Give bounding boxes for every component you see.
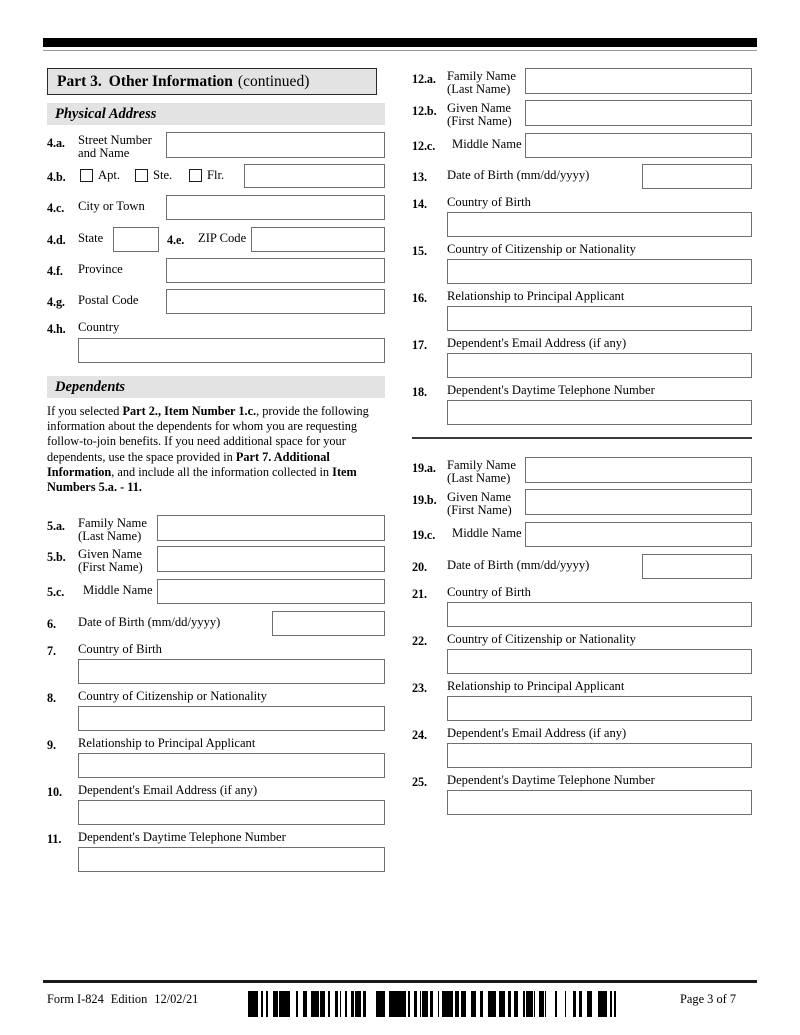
input-dep2-country-of-birth[interactable] bbox=[447, 212, 752, 237]
field-label-4d: State bbox=[78, 231, 104, 245]
dependents-instructions bbox=[47, 404, 387, 495]
input-dep1-family-name[interactable] bbox=[157, 515, 385, 541]
bottom-rule bbox=[43, 980, 757, 983]
field-number-7: 7. bbox=[47, 644, 56, 658]
field-label-19c: Middle Name bbox=[452, 526, 522, 540]
field-label-10: Dependent's Email Address (if any) bbox=[78, 783, 258, 797]
checkbox-flr[interactable] bbox=[189, 169, 202, 182]
instr-p3: , and include all the information collected in bbox=[111, 464, 333, 479]
field-label-4c: City or Town bbox=[78, 199, 145, 213]
input-dep1-given-name[interactable] bbox=[157, 546, 385, 572]
part-number: Part 3. bbox=[57, 72, 102, 90]
input-dep2-given-name[interactable] bbox=[525, 100, 752, 126]
top-rule bbox=[43, 38, 757, 47]
field-number-15: 15. bbox=[412, 244, 427, 258]
input-state[interactable] bbox=[113, 227, 159, 252]
field-label-12c: Middle Name bbox=[452, 137, 522, 151]
field-label-21: Country of Birth bbox=[447, 585, 531, 599]
field-label-4e: ZIP Code bbox=[198, 231, 247, 245]
field-number-4e: 4.e. bbox=[167, 233, 185, 247]
input-dep3-relationship[interactable] bbox=[447, 696, 752, 721]
input-dep3-email[interactable] bbox=[447, 743, 752, 768]
field-label-4f: Province bbox=[78, 262, 123, 276]
checkbox-label-ste: Ste. bbox=[153, 168, 173, 182]
input-country[interactable] bbox=[78, 338, 385, 363]
input-dep3-date-of-birth[interactable] bbox=[642, 554, 752, 579]
input-dep2-family-name[interactable] bbox=[525, 68, 752, 94]
input-dep1-country-of-birth[interactable] bbox=[78, 659, 385, 684]
input-dep1-relationship[interactable] bbox=[78, 753, 385, 778]
field-label-8: Country of Citizenship or Nationality bbox=[78, 689, 267, 703]
input-dep1-phone[interactable] bbox=[78, 847, 385, 872]
field-number-16: 16. bbox=[412, 291, 427, 305]
field-label-19b: Given Name (First Name) bbox=[447, 490, 512, 517]
checkbox-ste[interactable] bbox=[135, 169, 148, 182]
field-number-11: 11. bbox=[47, 832, 62, 846]
input-dep3-citizenship[interactable] bbox=[447, 649, 752, 674]
input-dep3-phone[interactable] bbox=[447, 790, 752, 815]
input-dep2-citizenship[interactable] bbox=[447, 259, 752, 284]
checkbox-label-apt: Apt. bbox=[98, 168, 121, 182]
field-label-17: Dependent's Email Address (if any) bbox=[447, 336, 627, 350]
field-label-20: Date of Birth (mm/dd/yyyy) bbox=[447, 558, 590, 572]
field-label-5b: Given Name (First Name) bbox=[78, 547, 143, 574]
field-number-17: 17. bbox=[412, 338, 427, 352]
instr-b3: Item Numbers 5.a. - 11. bbox=[47, 464, 357, 495]
top-rule-thin bbox=[43, 50, 757, 51]
field-label-12a: Family Name (Last Name) bbox=[447, 69, 516, 96]
field-label-11: Dependent's Daytime Telephone Number bbox=[78, 830, 286, 844]
input-dep1-email[interactable] bbox=[78, 800, 385, 825]
input-dep2-date-of-birth[interactable] bbox=[642, 164, 752, 189]
field-number-5a: 5.a. bbox=[47, 519, 65, 533]
instr-b1: Part 2., Item Number 1.c. bbox=[122, 404, 257, 418]
footer-edition-date: 12/02/21 bbox=[154, 992, 199, 1006]
field-label-15: Country of Citizenship or Nationality bbox=[447, 242, 636, 256]
part-title: Other Information bbox=[108, 72, 233, 90]
field-number-22: 22. bbox=[412, 634, 427, 648]
field-label-4h: Country bbox=[78, 320, 120, 334]
footer-edition-label: Edition bbox=[110, 992, 148, 1006]
field-number-4b: 4.b. bbox=[47, 170, 66, 184]
field-number-6: 6. bbox=[47, 617, 56, 631]
input-city-or-town[interactable] bbox=[166, 195, 385, 220]
field-number-23: 23. bbox=[412, 681, 427, 695]
field-label-6: Date of Birth (mm/dd/yyyy) bbox=[78, 615, 221, 629]
input-province[interactable] bbox=[166, 258, 385, 283]
input-dep2-phone[interactable] bbox=[447, 400, 752, 425]
input-street-number-and-name[interactable] bbox=[166, 132, 385, 158]
field-label-5a: Family Name (Last Name) bbox=[78, 516, 147, 543]
field-number-4a: 4.a. bbox=[47, 136, 65, 150]
field-number-8: 8. bbox=[47, 691, 56, 705]
input-dep3-family-name[interactable] bbox=[525, 457, 752, 483]
input-zip-code[interactable] bbox=[251, 227, 385, 252]
input-dep1-middle-name[interactable] bbox=[157, 579, 385, 604]
field-label-4a: Street Number and Name bbox=[78, 133, 152, 160]
field-label-23: Relationship to Principal Applicant bbox=[447, 679, 625, 693]
input-dep2-relationship[interactable] bbox=[447, 306, 752, 331]
input-postal-code[interactable] bbox=[166, 289, 385, 314]
instr-p1: If you selected bbox=[47, 404, 123, 418]
footer-page-number: Page 3 of 7 bbox=[680, 992, 737, 1006]
input-dep3-country-of-birth[interactable] bbox=[447, 602, 752, 627]
field-label-5c: Middle Name bbox=[83, 583, 153, 597]
field-number-19a: 19.a. bbox=[412, 461, 436, 475]
footer-form-info bbox=[47, 992, 198, 1007]
field-label-25: Dependent's Daytime Telephone Number bbox=[447, 773, 655, 787]
field-number-10: 10. bbox=[47, 785, 62, 799]
input-dep1-date-of-birth[interactable] bbox=[272, 611, 385, 636]
field-number-4g: 4.g. bbox=[47, 295, 65, 309]
field-number-25: 25. bbox=[412, 775, 427, 789]
field-number-21: 21. bbox=[412, 587, 427, 601]
checkbox-apt[interactable] bbox=[80, 169, 93, 182]
section-header-dependents: Dependents bbox=[47, 376, 385, 398]
checkbox-label-flr: Flr. bbox=[207, 168, 225, 182]
field-number-19b: 19.b. bbox=[412, 493, 437, 507]
field-number-4f: 4.f. bbox=[47, 264, 63, 278]
field-label-13: Date of Birth (mm/dd/yyyy) bbox=[447, 168, 590, 182]
input-apt-ste-flr-number[interactable] bbox=[244, 164, 385, 188]
field-number-12a: 12.a. bbox=[412, 72, 436, 86]
part-3-header bbox=[47, 68, 377, 95]
form-barcode bbox=[248, 991, 618, 1017]
section-header-physical-address: Physical Address bbox=[47, 103, 385, 125]
part-continued: (continued) bbox=[237, 72, 310, 90]
field-number-13: 13. bbox=[412, 170, 427, 184]
input-dep2-middle-name[interactable] bbox=[525, 133, 752, 158]
field-number-5c: 5.c. bbox=[47, 585, 65, 599]
field-number-12b: 12.b. bbox=[412, 104, 437, 118]
field-label-9: Relationship to Principal Applicant bbox=[78, 736, 256, 750]
input-dep1-citizenship[interactable] bbox=[78, 706, 385, 731]
field-label-12b: Given Name (First Name) bbox=[447, 101, 512, 128]
input-dep2-email[interactable] bbox=[447, 353, 752, 378]
field-label-16: Relationship to Principal Applicant bbox=[447, 289, 625, 303]
field-number-20: 20. bbox=[412, 560, 427, 574]
field-number-9: 9. bbox=[47, 738, 56, 752]
field-label-22: Country of Citizenship or Nationality bbox=[447, 632, 636, 646]
field-number-14: 14. bbox=[412, 197, 427, 211]
field-label-14: Country of Birth bbox=[447, 195, 531, 209]
footer-form-number: Form I-824 bbox=[47, 992, 104, 1006]
input-dep3-given-name[interactable] bbox=[525, 489, 752, 515]
field-label-4g: Postal Code bbox=[78, 293, 139, 307]
field-number-24: 24. bbox=[412, 728, 427, 742]
field-label-7: Country of Birth bbox=[78, 642, 162, 656]
field-number-12c: 12.c. bbox=[412, 139, 436, 153]
field-label-19a: Family Name (Last Name) bbox=[447, 458, 516, 485]
section-divider bbox=[412, 437, 752, 439]
field-number-4h: 4.h. bbox=[47, 322, 66, 336]
field-number-5b: 5.b. bbox=[47, 550, 66, 564]
field-label-18: Dependent's Daytime Telephone Number bbox=[447, 383, 655, 397]
field-number-18: 18. bbox=[412, 385, 427, 399]
field-number-19c: 19.c. bbox=[412, 528, 436, 542]
field-number-4c: 4.c. bbox=[47, 201, 65, 215]
instr-p2: , provide the following information about the dependents for whom you are requesting follow-to-join benefits. If you need additional space for your dependents, use the space provided in bbox=[47, 404, 369, 464]
input-dep3-middle-name[interactable] bbox=[525, 522, 752, 547]
field-number-4d: 4.d. bbox=[47, 233, 66, 247]
instr-b2: Part 7. Additional Information bbox=[47, 449, 330, 479]
field-label-24: Dependent's Email Address (if any) bbox=[447, 726, 627, 740]
